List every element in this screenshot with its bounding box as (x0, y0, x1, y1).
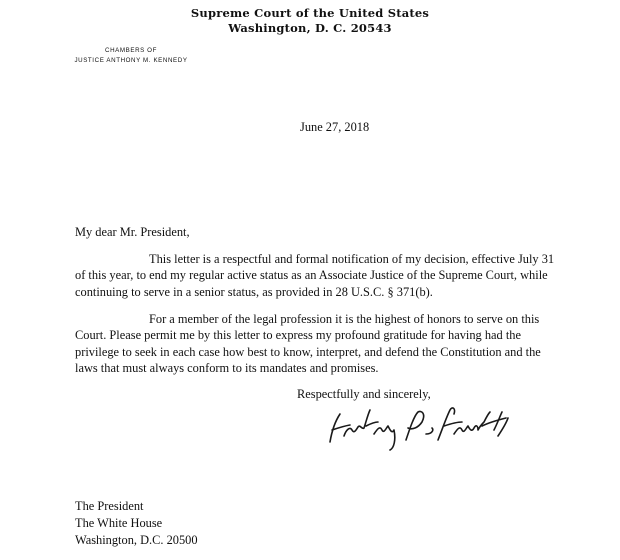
paragraph-2-text: For a member of the legal profession it is the highest of honors to serve on this Court. Please permit me by this letter to express my profound gratitude for having had the privilege to seek in each case how best to know, interpret, and defend the Constitution and the laws that must always conform to its mandates and promises. (75, 312, 541, 375)
salutation: My dear Mr. President, (75, 225, 190, 239)
paragraph-1 (75, 251, 555, 300)
chambers-block (56, 46, 206, 66)
court-address: Washington, D. C. 20543 (228, 21, 392, 35)
chambers-line: CHAMBERS OF (105, 47, 157, 54)
recipient-address (75, 498, 198, 549)
paragraph-2 (75, 311, 555, 376)
court-name: Supreme Court of the United States (190, 6, 430, 20)
paragraph-1-text: This letter is a respectful and formal notification of my decision, effective July 31 of this year, to end my regular active status as an Associate Justice of the Supreme Court, while continuing to serve in a senior status, as provided in 28 U.S.C. § 371(b). (75, 252, 555, 299)
justice-name: JUSTICE ANTHONY M. KENNEDY (74, 57, 188, 64)
closing: Respectfully and sincerely, (297, 387, 431, 401)
letter-date: June 27, 2018 (300, 120, 370, 134)
recipient-line-2: The White House (75, 516, 163, 530)
recipient-line-1: The President (75, 499, 144, 513)
recipient-line-3: Washington, D.C. 20500 (75, 533, 198, 547)
signature (322, 400, 522, 452)
